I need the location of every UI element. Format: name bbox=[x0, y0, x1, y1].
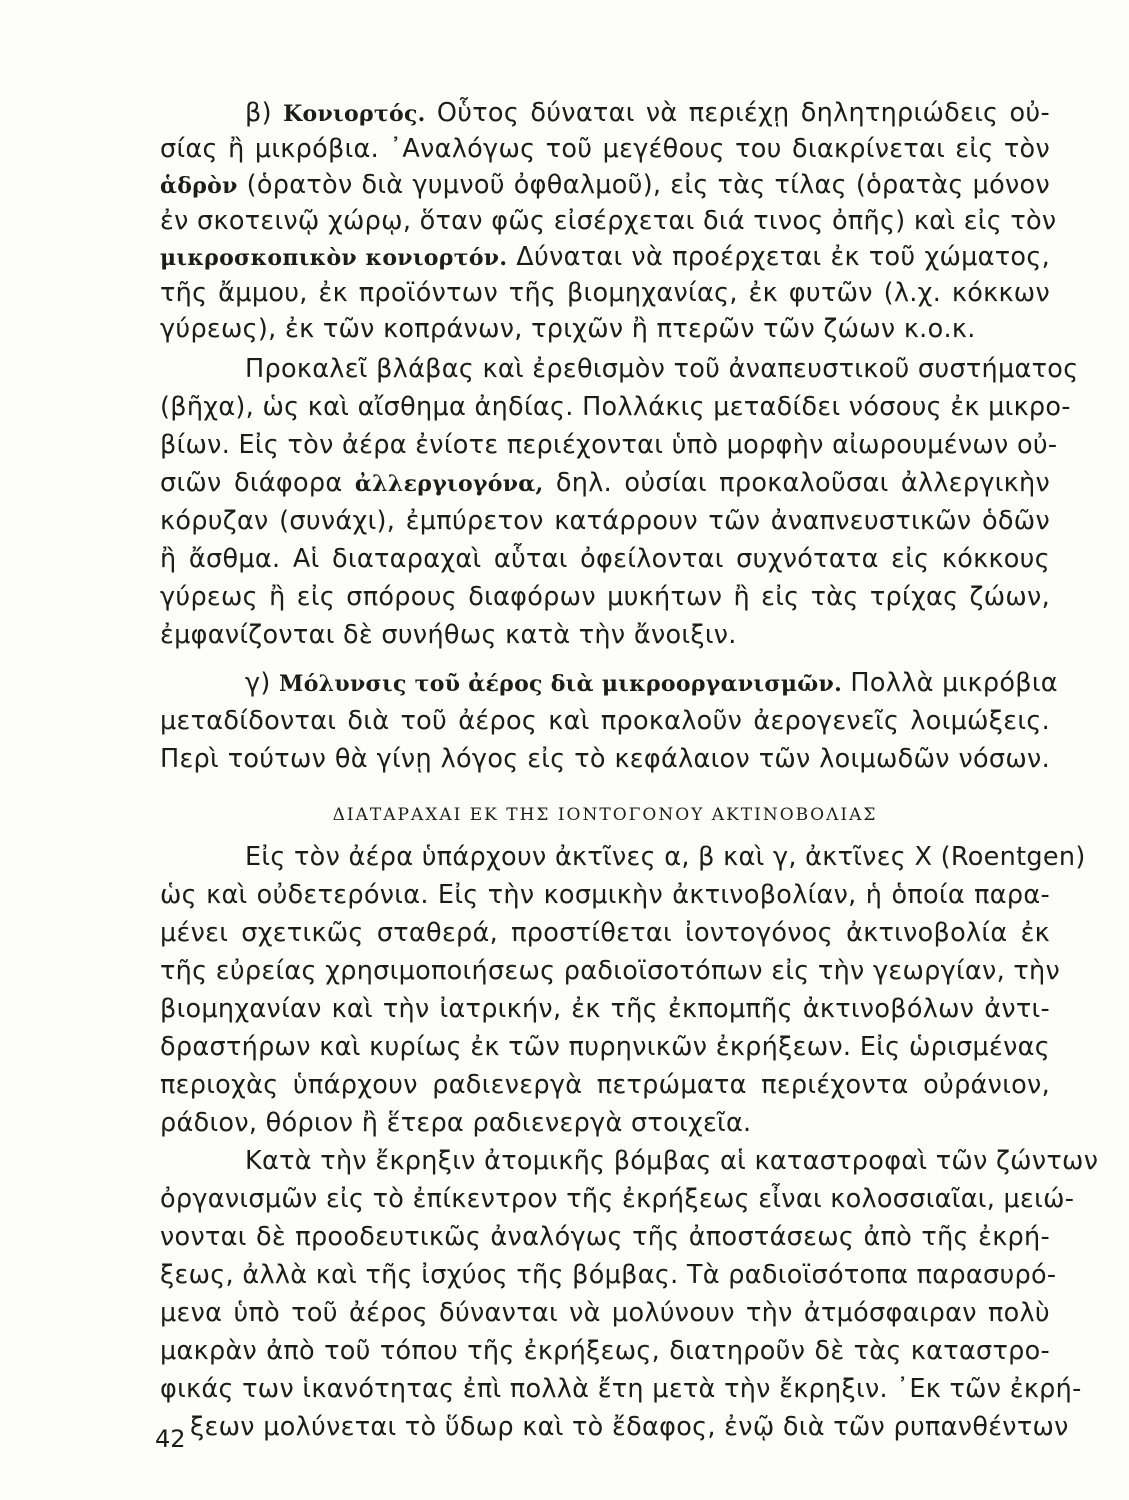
text-line: γύρεως ἢ εἰς σπόρους διαφόρων μυκήτων ἢ εἰς τὰς τρίχας ζώων, bbox=[160, 582, 1050, 612]
text-line: ἐν σκοτεινῷ χώρῳ, ὅταν φῶς εἰσέρχεται διά τινος ὀπῆς) καὶ εἰς τὸν bbox=[160, 206, 1057, 236]
text-line: βίων. Εἰς τὸν ἀέρα ἐνίοτε περιέχονται ὑπὸ μορφὴν αἰωρουμένων οὐ- bbox=[160, 430, 1058, 460]
text-line: (βῆχα), ὡς καὶ αἴσθημα ἀηδίας. Πολλάκις μεταδίδει νόσους ἐκ μικρο- bbox=[160, 392, 1071, 422]
text-line: ράδιον, θόριον ἢ ἕτερα ραδιενεργὰ στοιχεῖα. bbox=[160, 1108, 752, 1138]
text-line: μικροσκοπικὸν κονιορτόν. Δύναται νὰ προέρχεται ἐκ τοῦ χώματος, bbox=[160, 242, 1050, 272]
text-line: Κατὰ τὴν ἔκρηξιν ἀτομικῆς βόμβας αἱ καταστροφαὶ τῶν ζώντων bbox=[245, 1146, 1099, 1176]
text-line: ξεως, ἀλλὰ καὶ τῆς ἰσχύος τῆς βόμβας. Τὰ ραδιοϊσότοπα παρασυρό- bbox=[160, 1260, 1057, 1290]
text-line: μακρὰν ἀπὸ τοῦ τόπου τῆς ἐκρήξεως, διατηροῦν δὲ τὰς καταστρο- bbox=[160, 1336, 1050, 1366]
text-line: Προκαλεῖ βλάβας καὶ ἐρεθισμὸν τοῦ ἀναπευστικοῦ συστήματος bbox=[245, 354, 1079, 384]
text-line: γύρεως), ἐκ τῶν κοπράνων, τριχῶν ἢ πτερῶν τῶν ζώων κ.ο.κ. bbox=[160, 314, 976, 344]
text-line: περιοχὰς ὑπάρχουν ραδιενεργὰ πετρώματα περιέχοντα οὐράνιον, bbox=[160, 1070, 1050, 1100]
section-heading: ΔΙΑΤΑΡΑΧΑΙ ΕΚ ΤΗΣ ΙΟΝΤΟΓΟΝΟΥ ΑΚΤΙΝΟΒΟΛΙΑΣ bbox=[332, 805, 878, 825]
text-line: ὀργανισμῶν εἰς τὸ ἐπίκεντρον τῆς ἐκρήξεως εἶναι κολοσσιαῖαι, μειώ- bbox=[160, 1184, 1075, 1214]
text-line: κόρυζαν (συνάχι), ἐμπύρετον κατάρρουν τῶν ἀναπνευστικῶν ὁδῶν bbox=[160, 506, 1050, 536]
text-line: μένει σχετικῶς σταθερά, προστίθεται ἰοντογόνος ἀκτινοβολία ἐκ bbox=[160, 918, 1050, 948]
text-line: τῆς εὐρείας χρησιμοποιήσεως ραδιοϊσοτόπων εἰς τὴν γεωργίαν, τὴν bbox=[160, 956, 1061, 986]
text-line: Περὶ τούτων θὰ γίνῃ λόγος εἰς τὸ κεφάλαιον τῶν λοιμωδῶν νόσων. bbox=[160, 744, 1050, 774]
text-line: σίας ἢ μικρόβια. ᾿Αναλόγως τοῦ μεγέθους του διακρίνεται εἰς τὸν bbox=[160, 134, 1050, 164]
page-number: 42 bbox=[155, 1425, 186, 1453]
text-line: ἐμφανίζονται δὲ συνήθως κατὰ τὴν ἄνοιξιν. bbox=[160, 620, 737, 650]
text-line: ἢ ἄσθμα. Αἱ διαταραχαὶ αὗται ὀφείλονται συχνότατα εἰς κόκκους bbox=[160, 544, 1050, 574]
text-line: τῆς ἄμμου, ἐκ προϊόντων τῆς βιομηχανίας, ἐκ φυτῶν (λ.χ. κόκκων bbox=[160, 278, 1050, 308]
text-line: Εἰς τὸν ἀέρα ὑπάρχουν ἀκτῖνες α, β καὶ γ, ἀκτῖνες Χ (Roentgen) bbox=[245, 842, 1086, 872]
text-line: ξεων μολύνεται τὸ ὕδωρ καὶ τὸ ἔδαφος, ἐνῷ διὰ τῶν ρυπανθέντων bbox=[190, 1412, 1069, 1442]
text-line: ἁδρὸν (ὁρατὸν διὰ γυμνοῦ ὀφθαλμοῦ), εἰς τὰς τίλας (ὁρατὰς μόνον bbox=[160, 170, 1050, 200]
text-line: μεταδίδονται διὰ τοῦ ἀέρος καὶ προκαλοῦν ἀερογενεῖς λοιμώξεις. bbox=[160, 706, 1050, 736]
text-line: βιομηχανίαν καὶ τὴν ἰατρικήν, ἐκ τῆς ἐκπομπῆς ἀκτινοβόλων ἀντι- bbox=[160, 994, 1050, 1024]
text-line: δραστήρων καὶ κυρίως ἐκ τῶν πυρηνικῶν ἐκρήξεων. Εἰς ὡρισμένας bbox=[160, 1032, 1050, 1062]
text-line: ὡς καὶ οὐδετερόνια. Εἰς τὴν κοσμικὴν ἀκτινοβολίαν, ἡ ὁποία παρα- bbox=[160, 880, 1050, 910]
text-line: σιῶν διάφορα ἀλλεργιογόνα, δηλ. οὐσίαι προκαλοῦσαι ἀλλεργικὴν bbox=[160, 468, 1050, 498]
text-line: νονται δὲ προοδευτικῶς ἀναλόγως τῆς ἀποστάσεως ἀπὸ τῆς ἐκρή- bbox=[160, 1222, 1050, 1252]
text-line: μενα ὑπὸ τοῦ ἀέρος δύνανται νὰ μολύνουν τὴν ἀτμόσφαιραν πολὺ bbox=[160, 1298, 1050, 1328]
text-line: γ) Μόλυνσις τοῦ ἀέρος διὰ μικροοργανισμῶν. Πολλὰ μικρόβια bbox=[245, 668, 1058, 698]
text-line: φικάς των ἱκανότητας ἐπὶ πολλὰ ἔτη μετὰ τὴν ἔκρηξιν. ᾿Εκ τῶν ἐκρή- bbox=[160, 1374, 1082, 1404]
text-line: β) Κονιορτός. Οὗτος δύναται νὰ περιέχῃ δηλητηριώδεις οὐ- bbox=[245, 98, 1050, 128]
